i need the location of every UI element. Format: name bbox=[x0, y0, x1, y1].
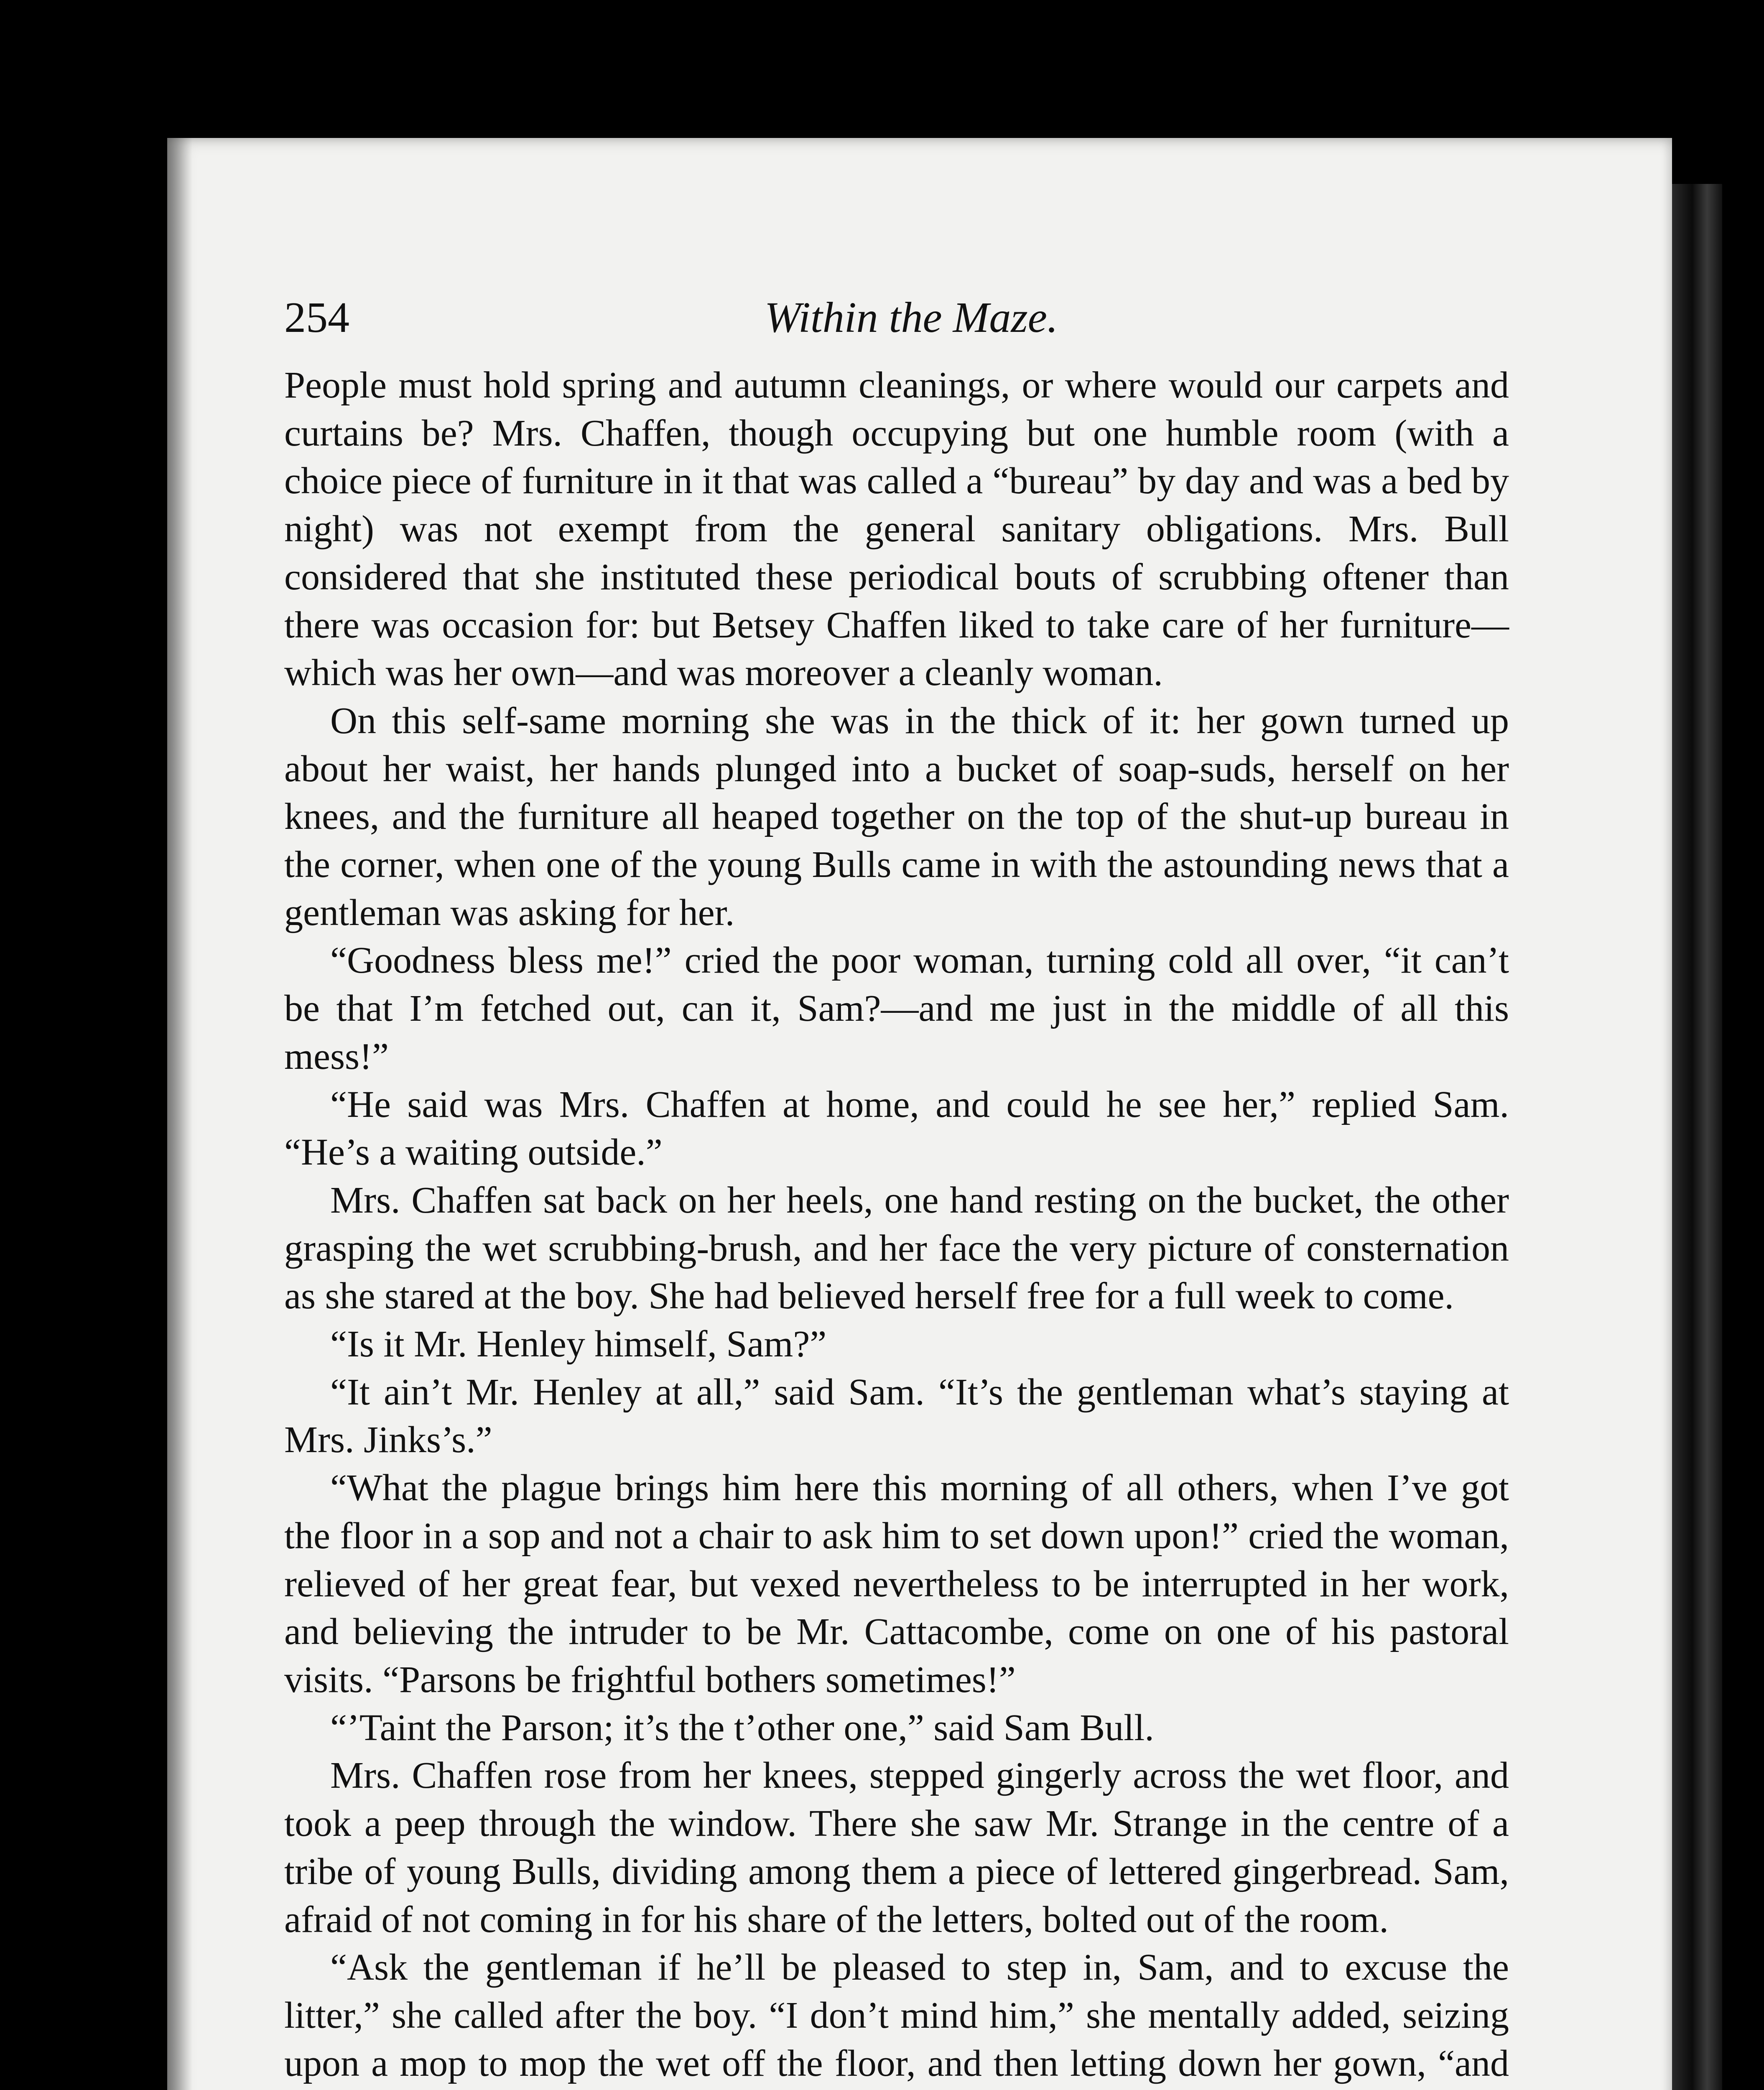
page-header bbox=[284, 293, 1538, 343]
book-spine-edge bbox=[1672, 184, 1722, 2090]
gutter-shadow bbox=[167, 138, 192, 2090]
paragraph: “Ask the gentleman if he’ll be pleased to step in, Sam, and to excuse the litter,” she called after the boy. “I don’t mind him,” she mentally added, seizing upon a mop to mop the wet off the floor, and then letting down her gown, “and bbox=[284, 1947, 1509, 2084]
running-title: Within the Maze. bbox=[765, 293, 1058, 342]
paragraph: “It ain’t Mr. Henley at all,” said Sam. “It’s the gentleman what’s staying at Mrs. Jinks’s.” bbox=[284, 1371, 1509, 1461]
page-number: 254 bbox=[284, 293, 349, 342]
paragraph: Mrs. Chaffen sat back on her heels, one hand resting on the bucket, the other grasping the wet scrubbing-brush, and her face the very picture of consternation as she stared at the boy. She had believed herself free for a full week to come. bbox=[284, 1179, 1509, 1317]
paragraph: On this self-same morning she was in the thick of it: her gown turned up about her waist, her hands plunged into a bucket of soap-suds, herself on her knees, and the furniture all heaped together on the top of the shut-up bureau in the corner, when one of the young Bulls came in with the astounding news that a gentleman was asking for her. bbox=[284, 700, 1509, 933]
paragraph: People must hold spring and autumn cleanings, or where would our carpets and curtains be? Mrs. Chaffen, though occupying but one humble room (with a choice piece of furniture in it that was called a “bureau” by day and was a bed by night) was not exempt from the general sanitary obligations. Mrs. Bull considered that she instituted these periodical bouts of scrubbing oftener than there was occasion for: but Betsey Chaffen liked to take care of her furniture—which was her own—and was moreover a cleanly woman. bbox=[284, 364, 1509, 694]
paragraph: “What the plague brings him here this morning of all others, when I’ve got the floor in a sop and not a chair to ask him to set down upon!” cried the woman, relieved of her great fear, but vexed nevertheless to be interrupted in her work, and believing the intruder to be Mr. Cattacombe, come on one of his pastoral visits. “Parsons be frightful bothers sometimes!” bbox=[284, 1467, 1509, 1700]
paragraph: “He said was Mrs. Chaffen at home, and could he see her,” replied Sam. “He’s a waiting outside.” bbox=[284, 1083, 1509, 1173]
paragraph: “Is it Mr. Henley himself, Sam?” bbox=[330, 1323, 827, 1365]
paragraph: “’Taint the Parson; it’s the t’other one,” said Sam Bull. bbox=[330, 1707, 1154, 1748]
paragraph: Mrs. Chaffen rose from her knees, stepped gingerly across the wet floor, and took a peep through the window. There she saw Mr. Strange in the centre of a tribe of young Bulls, dividing among them a piece of lettered gingerbread. Sam, afraid of not coming in for his share of the letters, bolted out of the room. bbox=[284, 1755, 1509, 1940]
paragraph: “Goodness bless me!” cried the poor woman, turning cold all over, “it can’t be that I’m fetched out, can it, Sam?—and me just in the middle of all this mess!” bbox=[284, 940, 1509, 1077]
body-text bbox=[284, 362, 1509, 2090]
